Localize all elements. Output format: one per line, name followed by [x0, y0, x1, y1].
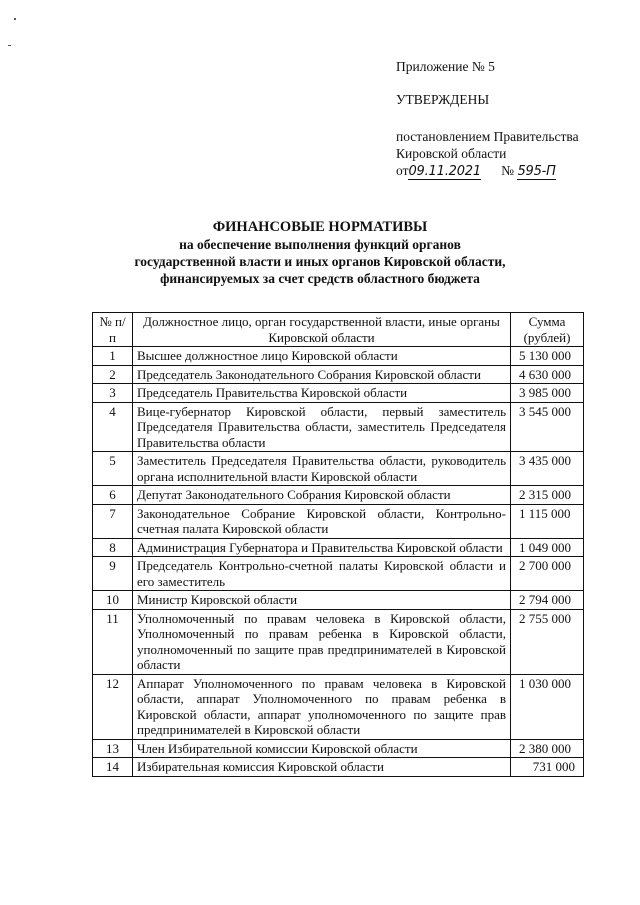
row-number: 2 [93, 365, 133, 384]
row-number: 10 [93, 591, 133, 610]
table-row [93, 365, 584, 384]
decree-line-2: Кировской области [396, 146, 507, 161]
row-sum: 2 380 000 [511, 739, 584, 758]
handwritten-number: 595-П [517, 164, 556, 179]
table-row [93, 504, 584, 538]
row-number: 1 [93, 347, 133, 366]
row-sum: 5 130 000 [511, 347, 584, 366]
row-sum: 1 115 000 [511, 504, 584, 538]
row-name: Член Избирательной комиссии Кировской области [133, 739, 511, 758]
table-header-row [93, 313, 584, 347]
row-number: 9 [93, 557, 133, 591]
row-sum: 1 049 000 [511, 538, 584, 557]
scan-speck [14, 18, 16, 20]
row-name: Администрация Губернатора и Правительства Кировской области [133, 538, 511, 557]
row-number: 11 [93, 609, 133, 674]
row-name: Вице-губернатор Кировской области, первый заместитель Председателя Правительства области, заместитель Председателя Правительства области [133, 402, 511, 452]
number-prefix: № [501, 163, 515, 178]
row-sum: 2 315 000 [511, 486, 584, 505]
appendix-label: Приложение № 5 [396, 59, 495, 74]
decree-line-1: постановлением Правительства [396, 129, 579, 144]
header-position: Должностное лицо, орган государственной власти, иные органы Кировской области [133, 313, 511, 347]
table-row [93, 609, 584, 674]
row-sum: 2 794 000 [511, 591, 584, 610]
scan-speck [8, 45, 11, 46]
row-name: Высшее должностное лицо Кировской области [133, 347, 511, 366]
row-number: 6 [93, 486, 133, 505]
title-line-1: ФИНАНСОВЫЕ НОРМАТИВЫ [212, 219, 428, 235]
row-number: 12 [93, 674, 133, 739]
row-number: 13 [93, 739, 133, 758]
row-number: 3 [93, 384, 133, 403]
table-row [93, 452, 584, 486]
title-line-3: государственной власти и иных органов Кировской области, [134, 254, 506, 269]
title-line-2: на обеспечение выполнения функций органов [179, 237, 461, 252]
row-name: Председатель Контрольно-счетной палаты Кировской области и его заместитель [133, 557, 511, 591]
row-name: Аппарат Уполномоченного по правам человека в Кировской области, аппарат Уполномоченного по правам ребенка в Кировской области, аппарат уполномоченного по защите прав предпринимателей в Кировской области [133, 674, 511, 739]
row-name: Председатель Правительства Кировской области [133, 384, 511, 403]
document-title [110, 219, 530, 287]
row-number: 14 [93, 758, 133, 777]
table-row [93, 486, 584, 505]
table-row [93, 674, 584, 739]
row-sum: 3 435 000 [511, 452, 584, 486]
title-line-4: финансируемых за счет средств областного бюджета [160, 271, 480, 286]
date-prefix: от [396, 163, 409, 178]
row-sum: 3 985 000 [511, 384, 584, 403]
approved-label: УТВЕРЖДЕНЫ [396, 92, 490, 107]
table-row [93, 739, 584, 758]
row-number: 7 [93, 504, 133, 538]
financial-norms-table [92, 312, 584, 777]
table-row [93, 557, 584, 591]
row-name: Председатель Законодательного Собрания Кировской области [133, 365, 511, 384]
row-sum: 4 630 000 [511, 365, 584, 384]
row-name: Министр Кировской области [133, 591, 511, 610]
row-name: Депутат Законодательного Собрания Кировской области [133, 486, 511, 505]
row-name: Уполномоченный по правам человека в Кировской области, Уполномоченный по правам ребенка в Кировской области, уполномоченный по защите прав предпринимателей в Кировской области [133, 609, 511, 674]
approval-block [396, 58, 636, 180]
table-row [93, 538, 584, 557]
table-row [93, 758, 584, 777]
table-row [93, 402, 584, 452]
handwritten-date: 09.11.2021 [408, 164, 481, 179]
row-number: 4 [93, 402, 133, 452]
row-sum: 2 755 000 [511, 609, 584, 674]
row-name: Избирательная комиссия Кировской области [133, 758, 511, 777]
table-row [93, 384, 584, 403]
row-name: Законодательное Собрание Кировской области, Контрольно-счетная палата Кировской области [133, 504, 511, 538]
row-sum: 731 000 [511, 758, 584, 777]
header-sum: Сумма (рублей) [511, 313, 584, 347]
row-sum: 3 545 000 [511, 402, 584, 452]
row-sum: 2 700 000 [511, 557, 584, 591]
table-row [93, 591, 584, 610]
table-row [93, 347, 584, 366]
decree-date-number [396, 162, 636, 180]
row-number: 5 [93, 452, 133, 486]
row-number: 8 [93, 538, 133, 557]
header-num: № п/п [93, 313, 133, 347]
row-name: Заместитель Председателя Правительства области, руководитель органа исполнительной власти Кировской области [133, 452, 511, 486]
row-sum: 1 030 000 [511, 674, 584, 739]
